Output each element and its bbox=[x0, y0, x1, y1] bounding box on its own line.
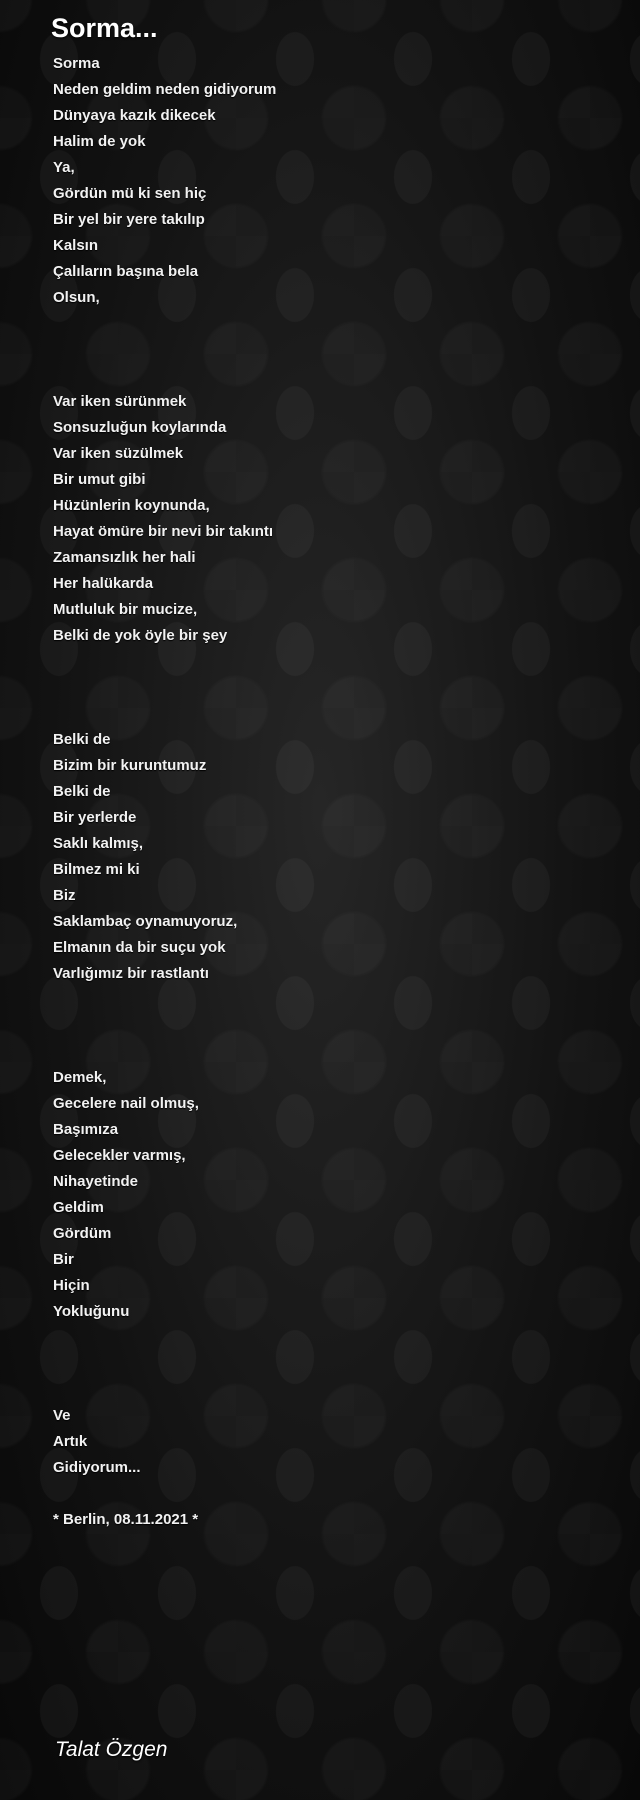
poem-line: Saklambaç oynamuyoruz, bbox=[53, 913, 238, 930]
poem-line: Var iken sürünmek bbox=[53, 393, 187, 410]
poem-line: Belki de bbox=[53, 783, 111, 800]
poem-line: Bizim bir kuruntumuz bbox=[53, 757, 207, 774]
poem-line: Yokluğunu bbox=[53, 1303, 130, 1320]
poem-line: Saklı kalmış, bbox=[53, 835, 144, 852]
poem-line: Bir umut gibi bbox=[53, 471, 146, 488]
poem-line: Geldim bbox=[53, 1199, 104, 1216]
poem-body bbox=[53, 51, 613, 1533]
poem-blank-line bbox=[53, 363, 613, 389]
poem-line: * Berlin, 08.11.2021 * bbox=[53, 1511, 199, 1528]
poem-line: Nihayetinde bbox=[53, 1173, 139, 1190]
poem-blank-line bbox=[53, 1377, 613, 1403]
poem-blank-line bbox=[53, 1481, 613, 1507]
poem-line: Halim de yok bbox=[53, 133, 146, 150]
poem-line: Varlığımız bir rastlantı bbox=[53, 965, 209, 982]
poem-line: Sorma bbox=[53, 55, 100, 72]
poem-line: Mutluluk bir mucize, bbox=[53, 601, 198, 618]
poem-blank-line bbox=[53, 1351, 613, 1377]
poem-line: Olsun, bbox=[53, 289, 100, 306]
poem-line: Bilmez mi ki bbox=[53, 861, 140, 878]
poem-author: Talat Özgen bbox=[55, 1738, 168, 1761]
poem-line: Ve bbox=[53, 1407, 71, 1424]
poem-line: Gördün mü ki sen hiç bbox=[53, 185, 207, 202]
poem-blank-line bbox=[53, 1013, 613, 1039]
poem-line: Demek, bbox=[53, 1069, 107, 1086]
poem-blank-line bbox=[53, 337, 613, 363]
poem-blank-line bbox=[53, 1325, 613, 1351]
poem-line: Ya, bbox=[53, 159, 75, 176]
poem-blank-line bbox=[53, 701, 613, 727]
poem-line: Çalıların başına bela bbox=[53, 263, 199, 280]
poem-line: Neden geldim neden gidiyorum bbox=[53, 81, 277, 98]
poem-line: Bir yerlerde bbox=[53, 809, 137, 826]
poem-blank-line bbox=[53, 987, 613, 1013]
poem-line: Bir bbox=[53, 1251, 74, 1268]
poem-blank-line bbox=[53, 649, 613, 675]
poem-line: Hüzünlerin koynunda, bbox=[53, 497, 210, 514]
poem-line: Bir yel bir yere takılıp bbox=[53, 211, 205, 228]
poem-blank-line bbox=[53, 1039, 613, 1065]
poem-line: Her halükarda bbox=[53, 575, 154, 592]
poem-line: Dünyaya kazık dikecek bbox=[53, 107, 216, 124]
poem-blank-line bbox=[53, 311, 613, 337]
poem-line: Hayat ömüre bir nevi bir takıntı bbox=[53, 523, 274, 540]
poem-line: Elmanın da bir suçu yok bbox=[53, 939, 226, 956]
poem-line: Zamansızlık her hali bbox=[53, 549, 196, 566]
poem-line: Gördüm bbox=[53, 1225, 112, 1242]
poem-line: Kalsın bbox=[53, 237, 99, 254]
poem-line: Belki de yok öyle bir şey bbox=[53, 627, 228, 644]
poem-line: Başımıza bbox=[53, 1121, 119, 1138]
poem-line: Var iken süzülmek bbox=[53, 445, 184, 462]
poem-line: Biz bbox=[53, 887, 76, 904]
poem-line: Hiçin bbox=[53, 1277, 90, 1294]
poem-line: Gelecekler varmış, bbox=[53, 1147, 186, 1164]
poem-title: Sorma... bbox=[51, 13, 158, 43]
poem-line: Belki de bbox=[53, 731, 111, 748]
poem-line: Gidiyorum... bbox=[53, 1459, 141, 1476]
poem-blank-line bbox=[53, 675, 613, 701]
poem-line: Sonsuzluğun koylarında bbox=[53, 419, 227, 436]
poem-line: Artık bbox=[53, 1433, 88, 1450]
poem-line: Gecelere nail olmuş, bbox=[53, 1095, 199, 1112]
